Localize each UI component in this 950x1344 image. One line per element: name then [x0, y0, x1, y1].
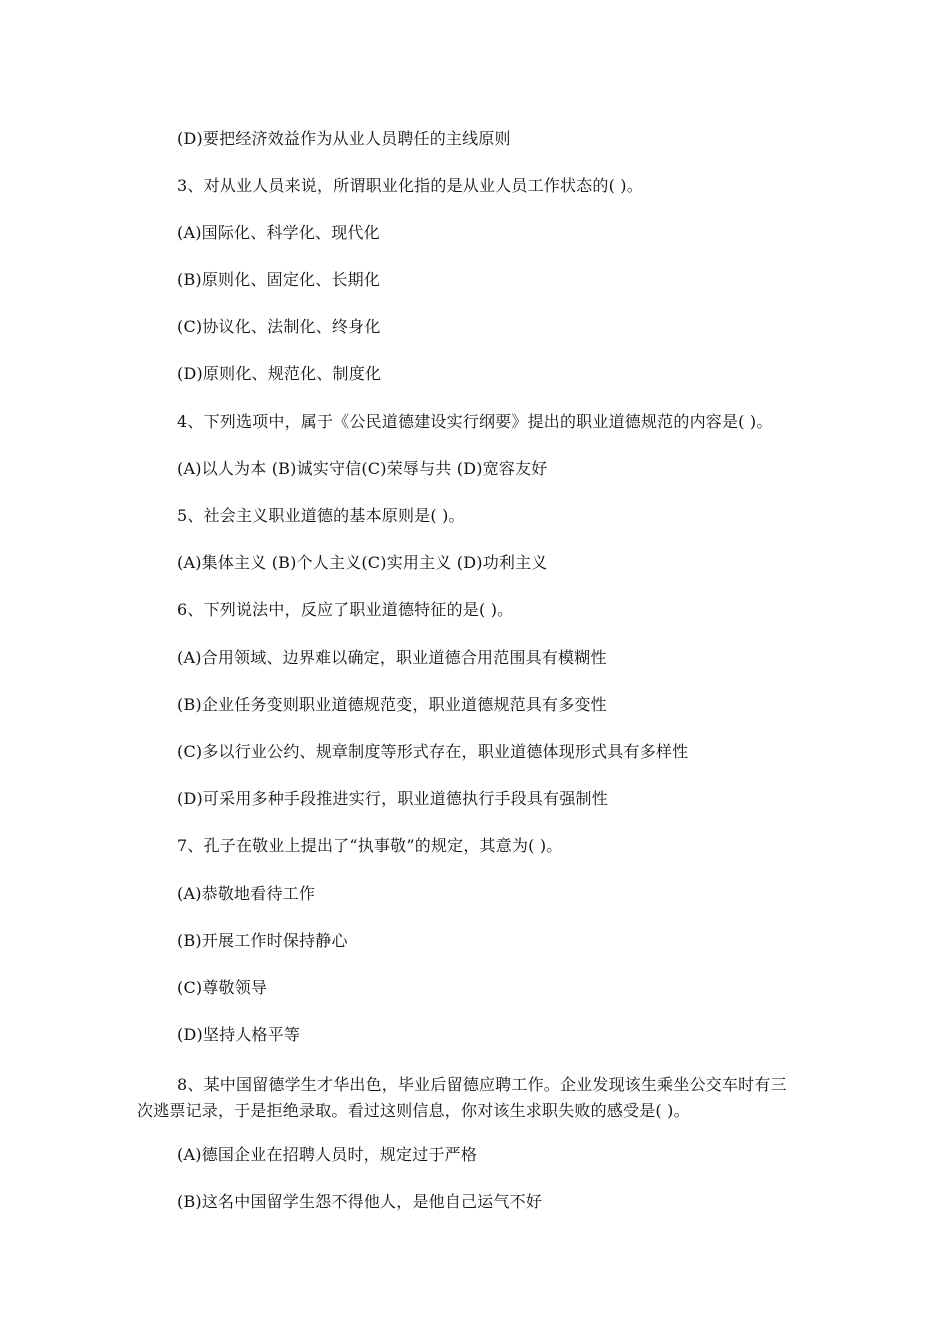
option-3d: (D)原则化、规范化、制度化: [177, 364, 382, 383]
question-6: 6、下列说法中，反应了职业道德特征的是( )。: [177, 600, 514, 619]
option-7a: (A)恭敬地看待工作: [177, 884, 316, 903]
option-8b: (B)这名中国留学生怨不得他人，是他自己运气不好: [177, 1192, 543, 1211]
option-7c: (C)尊敬领导: [177, 978, 268, 997]
option-7b: (B)开展工作时保持静心: [177, 931, 348, 950]
question-8-line-1: 8、某中国留德学生才华出色，毕业后留德应聘工作。企业发现该生乘坐公交车时有三: [177, 1075, 787, 1094]
options-4: (A)以人为本 (B)诚实守信(C)荣辱与共 (D)宽容友好: [177, 459, 548, 478]
option-6c: (C)多以行业公约、规章制度等形式存在，职业道德体现形式具有多样性: [177, 742, 689, 761]
question-7: 7、孔子在敬业上提出了“执事敬”的规定，其意为( )。: [177, 836, 563, 855]
option-3c: (C)协议化、法制化、终身化: [177, 317, 381, 336]
option-3a: (A)国际化、科学化、现代化: [177, 223, 380, 242]
option-6b: (B)企业任务变则职业道德规范变，职业道德规范具有多变性: [177, 695, 607, 714]
option-6d: (D)可采用多种手段推进实行，职业道德执行手段具有强制性: [177, 789, 608, 808]
question-8-line-2: 次逃票记录，于是拒绝录取。看过这则信息，你对该生求职失败的感受是( )。: [137, 1101, 690, 1120]
option-7d: (D)坚持人格平等: [177, 1025, 301, 1044]
question-4: 4、下列选项中，属于《公民道德建设实行纲要》提出的职业道德规范的内容是( )。: [177, 412, 773, 431]
option-2d: (D)要把经济效益作为从业人员聘任的主线原则: [177, 129, 511, 148]
option-6a: (A)合用领域、边界难以确定，职业道德合用范围具有模糊性: [177, 648, 607, 667]
options-5: (A)集体主义 (B)个人主义(C)实用主义 (D)功利主义: [177, 553, 548, 572]
option-8a: (A)德国企业在招聘人员时，规定过于严格: [177, 1145, 478, 1164]
question-5: 5、社会主义职业道德的基本原则是( )。: [177, 506, 465, 525]
option-3b: (B)原则化、固定化、长期化: [177, 270, 381, 289]
question-3: 3、对从业人员来说，所谓职业化指的是从业人员工作状态的( )。: [177, 176, 643, 195]
question-8: [137, 1072, 817, 1124]
